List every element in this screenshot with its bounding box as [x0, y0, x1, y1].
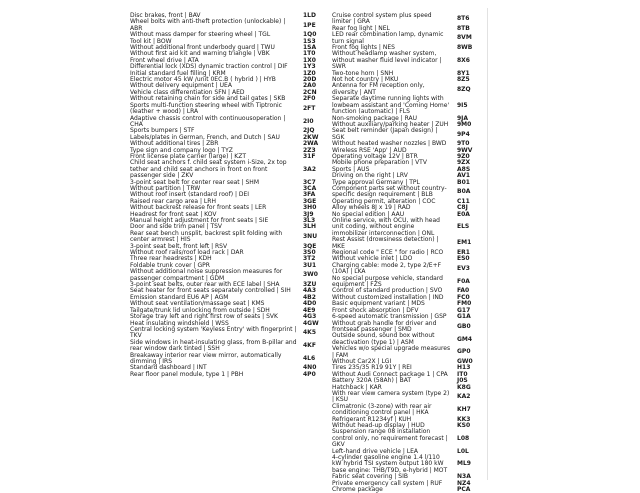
option-pr-code: 4GW: [303, 319, 319, 327]
option-description: Seat heater for front seats separately controlled | SIH: [130, 287, 291, 295]
option-description: Storage tray left and right first row of seats | SVK: [130, 313, 278, 321]
option-pr-code: 20D: [303, 76, 317, 84]
option-description: Initial standard fuel filling | KRM: [130, 69, 226, 77]
option-description: Without delivery equipment | UEA: [130, 82, 232, 90]
option-description: Foldable trunk cover | GPR: [130, 261, 210, 269]
option-description: Without vehicle inlet | LDO: [332, 255, 413, 263]
option-pr-code: N3A: [457, 473, 471, 481]
option-row: [332, 487, 478, 493]
option-row: [332, 263, 478, 276]
vertical-divider: [487, 8, 488, 480]
option-description: Sports multi-function steering wheel with Tiptronic (leather + wood) | LRA: [130, 101, 282, 116]
option-row: [332, 96, 478, 115]
option-row: [130, 103, 324, 116]
option-description: Vehicles w/o special upgrade measures | FAM: [332, 345, 451, 359]
option-pr-code: 3A2: [303, 165, 316, 173]
option-description: Without auxiliary/parking heater | ZUH: [332, 120, 449, 128]
option-pr-code: 2A0: [303, 82, 316, 90]
option-description: Cruise control system plus speed limiter | GRA: [332, 12, 432, 26]
option-description: Electric motor 45 kW /unit 0EC.B ( hybrid ) | HYB: [130, 76, 276, 84]
option-pr-code: 3GE: [303, 197, 317, 205]
option-row: [332, 51, 478, 70]
option-description: Without retaining chain for side and tail gates | SKB: [130, 95, 286, 103]
option-pr-code: 3H0: [303, 204, 317, 212]
option-pr-code: 2Z3: [303, 146, 316, 154]
option-pr-code: 9JA: [457, 114, 469, 122]
option-description: Side windows in heat-insulating glass, from B-pillar and rear window dark tinted | SSH: [130, 338, 297, 353]
option-description: Without additional front underbody guard | TWU: [130, 44, 275, 52]
option-description: Without seat ventilation/massage seat | KMS: [130, 300, 265, 308]
option-description: Front license plate carrier (large) | KZT: [130, 152, 247, 160]
option-pr-code: 1LD: [303, 12, 316, 19]
option-pr-code: 8WB: [457, 44, 473, 52]
option-pr-code: EM1: [457, 239, 472, 247]
option-description: Operating voltage 12V | BTR: [332, 152, 418, 160]
option-description: Door and side trim panel | TSV: [130, 223, 223, 231]
option-pr-code: 9I5: [457, 101, 468, 109]
option-description: Tool kit | BOW: [130, 37, 172, 45]
option-description: No special purpose vehicle, standard equipment | FZS: [332, 274, 443, 289]
option-description: Suspension range 08 installation control only, no requirement forecast | GKV: [332, 428, 448, 449]
option-pr-code: E0A: [457, 210, 470, 218]
option-description: Antenna for FM reception only, diversity | ANT: [332, 82, 425, 96]
option-description: Standard dashboard | INT: [130, 364, 207, 372]
option-pr-code: 1S3: [303, 37, 316, 45]
option-description: Control of standard production | SVO: [332, 287, 443, 295]
option-description: Separate daytime running lights with lowbeam assistant and 'Coming Home' function (automatic) | FLS: [332, 95, 450, 116]
option-description: Without headlamp washer system, without washer fluid level indicator | SWR: [332, 50, 442, 71]
option-description: Hatchback | KAR: [332, 383, 382, 391]
option-description: Sports | AUS: [332, 165, 370, 173]
option-description: Front shock absorption | DFV: [332, 306, 419, 314]
option-pr-code: 3LH: [303, 223, 317, 231]
option-pr-code: 1T0: [303, 50, 316, 58]
option-pr-code: ML9: [457, 460, 471, 468]
option-pr-code: H13: [457, 364, 471, 372]
option-description: Without head-up display | HUD: [332, 422, 425, 429]
equipment-list: [130, 13, 478, 493]
option-pr-code: 2JQ: [303, 127, 315, 135]
option-pr-code: 4N0: [303, 364, 317, 372]
option-row: [332, 391, 478, 404]
option-description: Tires 235/35 R19 91Y | REI: [332, 364, 412, 372]
option-pr-code: GM4: [457, 335, 473, 343]
option-pr-code: B01: [457, 178, 470, 186]
option-description: Sports bumpers | STF: [130, 127, 195, 135]
option-row: [332, 429, 478, 448]
option-pr-code: 9Z0: [457, 152, 470, 160]
option-description: Rear seat bench unsplit, backrest split folding with center armrest | HIS: [130, 229, 283, 244]
option-pr-code: J0S: [457, 377, 468, 385]
option-pr-code: 8T6: [457, 15, 470, 23]
option-pr-code: 4P0: [303, 370, 316, 378]
option-description: Heat insulating windshield | WSS: [130, 319, 229, 327]
option-pr-code: 3U1: [303, 261, 317, 269]
option-description: 4-cylinder gasoline engine 1.4 l/110 kW hybrid TSI system output 180 kW base engine: THB/T9D, e-hybrid | MOT: [332, 454, 448, 474]
option-pr-code: KA2: [457, 393, 471, 401]
option-description: Fabric seat covering | SIB: [332, 473, 408, 481]
option-pr-code: 8VM: [457, 34, 472, 42]
option-pr-code: ER1: [457, 249, 470, 257]
option-row: [130, 231, 324, 244]
option-pr-code: 2KW: [303, 133, 319, 141]
option-description: Headrest for front seat | KOV: [130, 210, 217, 218]
option-pr-code: 2WA: [303, 140, 319, 148]
option-pr-code: 3L3: [303, 217, 316, 224]
option-description: Without roof insert (standard roof) | DEI: [130, 191, 250, 199]
option-pr-code: 3QE: [303, 242, 317, 250]
option-pr-code: 1SA: [303, 44, 317, 52]
option-description: Vehicle class differentiation SFN | AED: [130, 88, 245, 96]
option-description: Without Car2X | LGI: [332, 357, 392, 365]
option-description: Left-hand drive vehicle | LEA: [332, 447, 418, 455]
option-pr-code: 2F0: [303, 95, 316, 103]
option-description: Type sign and company logo | TYZ: [130, 146, 233, 154]
option-pr-code: 8Z5: [457, 76, 470, 84]
option-pr-code: 1X0: [303, 56, 316, 64]
option-pr-code: FM0: [457, 300, 472, 308]
option-pr-code: 1Y3: [303, 63, 316, 71]
option-description: Raised rear cargo area | LRH: [130, 197, 216, 205]
option-pr-code: ELS: [457, 223, 470, 231]
option-pr-code: 4G3: [303, 313, 317, 321]
option-pr-code: FA0: [457, 287, 470, 295]
option-description: Child seat anchors f. child seat system i-Size, 2x top tether and child seat anchors in front on front passenger side | ZKV: [130, 159, 287, 180]
option-description: Without backrest release for front seats | LER: [130, 204, 267, 212]
option-row: [130, 327, 324, 340]
option-pr-code: K8G: [457, 383, 471, 391]
option-description: Rear fog light | NEL: [332, 24, 390, 32]
option-pr-code: 3S0: [303, 249, 316, 257]
option-description: Without heated washer nozzles | BWD: [332, 140, 447, 148]
option-description: Seat belt reminder (Japan design) | SGK: [332, 127, 438, 141]
option-pr-code: 4B2: [303, 293, 316, 301]
option-description: Operating permit, alteration | COC: [332, 197, 436, 205]
option-description: Non-smoking package | RAU: [332, 114, 418, 122]
option-description: 3-point seat belt, front left | RSV: [130, 242, 228, 250]
option-pr-code: 8Y1: [457, 69, 470, 77]
option-description: Breakaway interior rear view mirror, automatically dimming | IRS: [130, 351, 282, 365]
option-row: [332, 218, 478, 237]
option-description: Without additional tires | ZBR: [130, 140, 219, 148]
option-pr-code: KK3: [457, 415, 471, 423]
option-description: 3-point seat belt for center rear seat | SHM: [130, 178, 259, 186]
option-pr-code: C11: [457, 197, 470, 205]
option-pr-code: A8S: [457, 165, 471, 173]
option-pr-code: 3T2: [303, 255, 316, 263]
option-description: Driving on the right | LRV: [332, 172, 408, 180]
option-pr-code: 4KF: [303, 341, 316, 349]
option-pr-code: FC0: [457, 293, 470, 301]
option-description: Wheel bolts with anti-theft protection (unlockable) | ABR: [130, 18, 286, 32]
option-description: Rest Assist (drowsiness detection) | MKE: [332, 236, 439, 250]
option-description: Refrigerant R1234yf | KUH: [332, 415, 412, 423]
option-description: Manual height adjustment for front seats | SIE: [130, 217, 269, 224]
option-pr-code: GB0: [457, 322, 471, 330]
option-row: [130, 160, 324, 179]
option-description: Adaptive chassis control with continuousoperation | CHA: [130, 114, 286, 128]
option-description: Disc brakes, front | BAV: [130, 12, 201, 19]
option-description: Basic equipment variant | MDS: [332, 300, 425, 308]
equipment-column-right: [332, 13, 478, 493]
option-pr-code: 4K5: [303, 329, 316, 337]
option-pr-code: PCA: [457, 486, 471, 493]
option-pr-code: 3FA: [303, 191, 316, 199]
option-row: [130, 340, 324, 353]
option-description: Three rear headrests | KDH: [130, 255, 212, 263]
option-pr-code: 4E9: [303, 306, 316, 314]
option-pr-code: EV3: [457, 265, 470, 273]
option-description: Without mass damper for steering wheel | TGL: [130, 31, 271, 39]
option-pr-code: 8ZQ: [457, 85, 471, 93]
option-pr-code: 9M0: [457, 120, 472, 128]
option-row: [130, 372, 324, 378]
option-pr-code: KH7: [457, 405, 471, 413]
option-description: LED rear combination lamp, dynamic turn signal: [332, 31, 444, 45]
option-pr-code: 9T0: [457, 140, 470, 148]
option-description: Central locking system 'Keyless Entry' with fingerprint | TKV: [130, 325, 297, 340]
option-description: 3-point seat belts, outer rear with ECE label | SHA: [130, 281, 280, 289]
option-pr-code: F0A: [457, 277, 470, 285]
option-description: Without first aid kit and warning triangle | VBK: [130, 50, 270, 58]
option-pr-code: 9WV: [457, 146, 473, 154]
option-pr-code: 9P4: [457, 130, 470, 138]
option-description: Two-tone horn | SNH: [332, 69, 394, 77]
option-row: [332, 13, 478, 26]
option-row: [332, 455, 478, 474]
option-pr-code: 1PE: [303, 21, 316, 29]
option-description: No special edition | AAU: [332, 210, 405, 218]
option-description: Front fog lights | NES: [332, 44, 395, 52]
option-description: Regional code " ECE " for radio | RCO: [332, 249, 444, 257]
option-description: Component parts set without country-specific design requirement | BLB: [332, 184, 447, 199]
option-pr-code: 8X6: [457, 56, 470, 64]
option-description: Front wheel drive | ATA: [130, 56, 199, 64]
option-description: Not hot country | MKU: [332, 76, 399, 84]
option-row: [332, 186, 478, 199]
option-pr-code: GP0: [457, 348, 471, 356]
option-pr-code: 2I0: [303, 117, 314, 125]
option-description: Tailgate/trunk lid unlocking from outside | SDH: [130, 306, 270, 314]
option-pr-code: G17: [457, 306, 471, 314]
option-pr-code: 3C7: [303, 178, 316, 186]
option-pr-code: 2CN: [303, 88, 317, 96]
option-pr-code: GW0: [457, 357, 473, 365]
option-pr-code: 31F: [303, 152, 316, 160]
option-description: Without roof rails/roof load rack | DAR: [130, 249, 244, 257]
option-pr-code: C8J: [457, 204, 468, 212]
equipment-column-left: [130, 13, 324, 378]
option-description: Climatronic (3-zone) with rear air conditioning control panel | HKA: [332, 402, 432, 417]
option-pr-code: IT0: [457, 370, 468, 378]
option-pr-code: AV1: [457, 172, 471, 180]
option-description: Private emergency call system | RUF: [332, 479, 443, 487]
option-description: Emission standard EU6 AP | AGM: [130, 293, 229, 301]
option-description: Rear floor panel module, type 1 | PBH: [130, 370, 244, 378]
option-pr-code: 8TB: [457, 24, 470, 32]
option-description: Type approval Germany | TPL: [332, 178, 420, 186]
option-pr-code: L0L: [457, 447, 469, 455]
option-description: Wireless RSE 'App' | AUD: [332, 146, 407, 154]
option-description: Without grab handle for driver and frontseat passenger | SMD: [332, 319, 437, 333]
option-pr-code: B0A: [457, 188, 471, 196]
option-pr-code: 4D0: [303, 300, 317, 308]
option-pr-code: 4L6: [303, 354, 316, 362]
option-pr-code: NZ4: [457, 479, 471, 487]
option-pr-code: 9ZX: [457, 159, 471, 167]
option-pr-code: 3W0: [303, 271, 318, 279]
option-description: Without additional noise suppression measures for passenger compartment | GDM: [130, 268, 283, 282]
option-description: Alloy wheels 8J x 19 | RAD: [332, 204, 411, 212]
option-pr-code: 4A3: [303, 287, 316, 295]
option-pr-code: KS0: [457, 422, 471, 429]
option-description: Online service, with OCU, with head unit coding, without engine immobilizer interconnection | ONL: [332, 217, 440, 237]
option-description: Without customized installation | IND: [332, 293, 444, 301]
option-description: Charging cable: mode 2, type 2/E+F (10A) | LKA: [332, 261, 442, 276]
option-description: Without partition | TRW: [130, 184, 201, 192]
option-description: Differential lock (XDS) dynamic traction control | DIF: [130, 63, 288, 71]
option-pr-code: 3NU: [303, 233, 318, 241]
option-pr-code: 2FT: [303, 104, 316, 112]
option-description: Battery 320A (58Ah) | BAT: [332, 377, 412, 385]
option-pr-code: L08: [457, 434, 470, 442]
option-pr-code: ES0: [457, 255, 470, 263]
option-pr-code: 3J9: [303, 210, 314, 218]
option-pr-code: 1Q0: [303, 31, 317, 39]
option-description: Outside sound, sound box without deactivation (type 1) | ASM: [332, 332, 435, 346]
option-pr-code: 1Z0: [303, 69, 316, 77]
option-pr-code: 3ZU: [303, 281, 317, 289]
option-description: With rear view camera system (type 2) | KSU: [332, 389, 450, 404]
option-row: [332, 404, 478, 417]
option-description: Labels/plates in German, French, and Dutch | SAU: [130, 133, 280, 141]
option-description: 6-speed automatic transmission | GSP: [332, 313, 447, 321]
option-description: Chrome package: [332, 486, 383, 493]
option-description: Without Audi Connect package 1 | CPA: [332, 370, 448, 378]
option-pr-code: 3CA: [303, 184, 317, 192]
option-pr-code: G1A: [457, 313, 471, 321]
option-description: Mobile phone preparation | VTV: [332, 159, 427, 167]
